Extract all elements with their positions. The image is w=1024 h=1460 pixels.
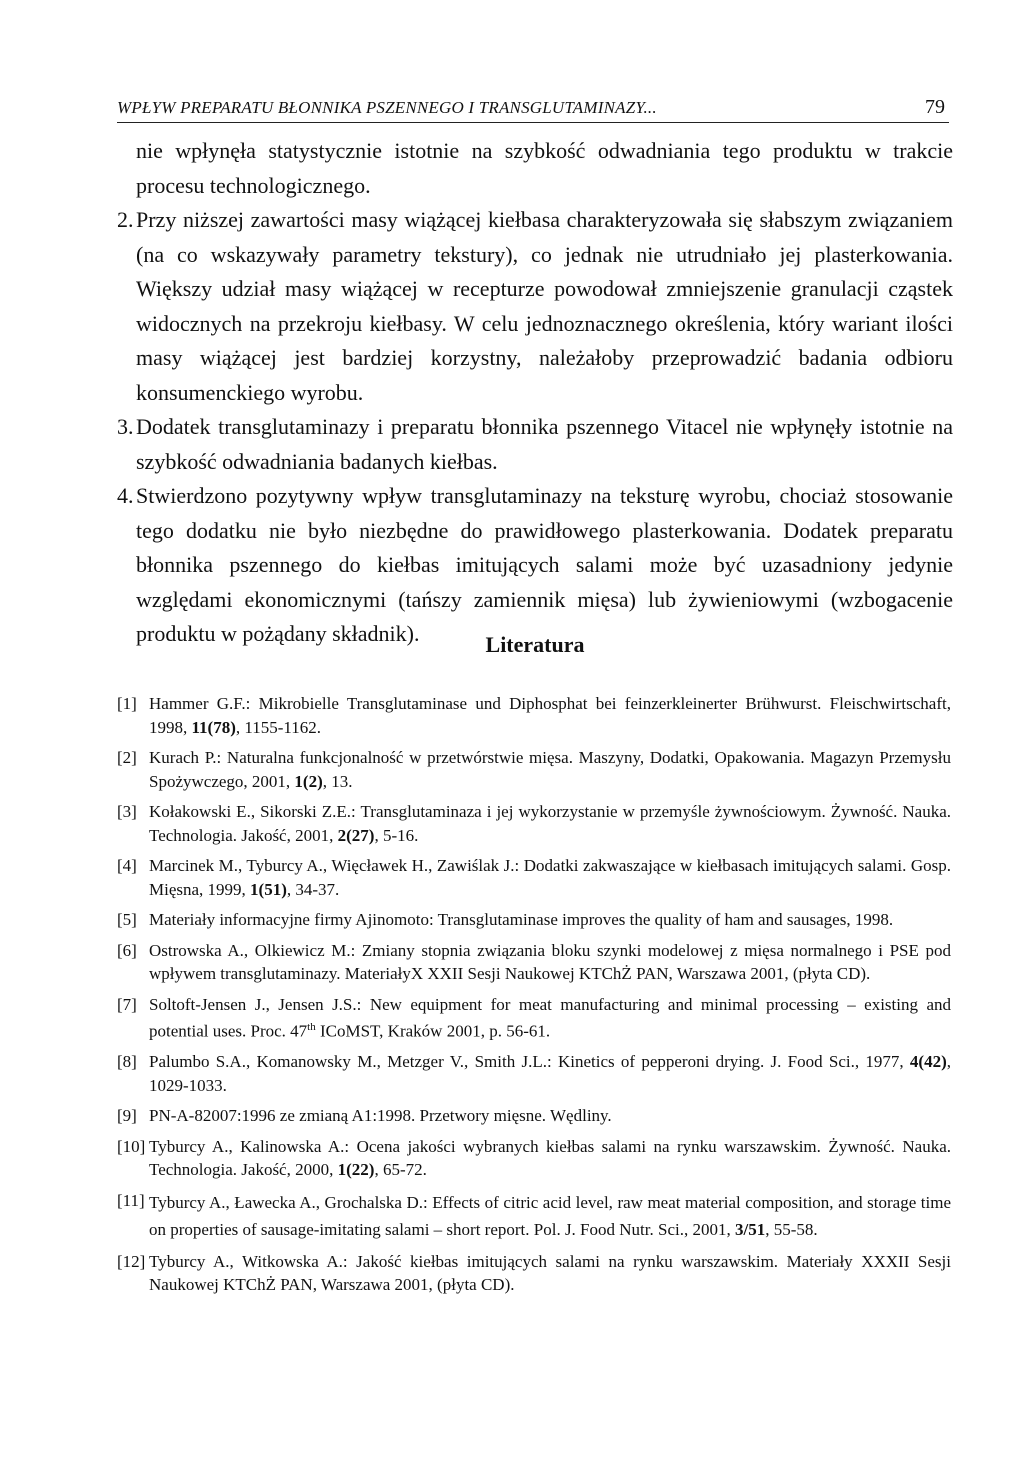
reference-item xyxy=(117,1104,951,1128)
reference-item xyxy=(117,746,951,793)
reference-text-main: Materiały informacyjne firmy Ajinomoto: Transglutaminase improves the quality of ham and sausages, 1998. xyxy=(149,910,894,929)
reference-number: [9] xyxy=(117,1106,137,1126)
reference-text xyxy=(138,1104,951,1128)
reference-volume: 2(27) xyxy=(337,825,375,845)
conclusion-text: Przy niższej zawartości masy wiążącej kiełbasa charakteryzowała się słabszym związaniem (na co wskazywały parametry tekstury), co jednak nie utrudniało jej plasterkowania. Większy udział masy wiążącej w recepturze powodował zmniejszenie granulacji cząstek widocznych na przekroju kiełbasy. W celu jednoznacznego określenia, który wariant ilości masy wiążącej jest bardziej korzystny, należałoby przeprowadzić badania odbioru konsumenckiego wyrobu. xyxy=(136,207,953,405)
reference-text-tail: , 13. xyxy=(322,771,353,791)
reference-text-tail: , 5-16. xyxy=(374,825,419,845)
reference-text xyxy=(138,746,951,793)
reference-superscript: th xyxy=(307,1021,316,1033)
reference-text xyxy=(138,1189,951,1243)
reference-text xyxy=(138,854,951,901)
reference-text-main: Tyburcy A., Kalinowska A.: Ocena jakości wybranych kiełbas salami na rynku warszawskim. Żywność. Nauka. Technologia. Jakość, 2000, xyxy=(149,1136,951,1180)
reference-number: [8] xyxy=(117,1052,137,1072)
reference-text-main: Kołakowski E., Sikorski Z.E.: Transglutaminaza i jej wykorzystanie w przemyśle żywnościowym. Żywność. Nauka. Technologia. Jakość, 2001, xyxy=(149,802,951,845)
page-number: 79 xyxy=(925,96,945,118)
literature-heading: Literatura xyxy=(485,632,585,657)
reference-volume: 1(2) xyxy=(294,771,323,791)
reference-text-main: Soltoft-Jensen J., Jensen J.S.: New equipment for meat manufacturing and minimal processing – existing and potential uses. Proc. 47 xyxy=(149,994,951,1041)
reference-text xyxy=(138,692,951,739)
reference-number: [11] xyxy=(117,1190,145,1210)
reference-volume: 1(51) xyxy=(250,879,287,899)
reference-number: [12] xyxy=(117,1251,146,1271)
reference-text-main: Tyburcy A., Witkowska A.: Jakość kiełbas imitujących salami na rynku warszawskim. Materiały XXXII Sesji Naukowej KTChŻ PAN, Warszawa 2001, (płyta CD). xyxy=(149,1251,951,1295)
reference-number: [3] xyxy=(117,802,137,821)
reference-number: [1] xyxy=(117,694,137,713)
reference-number: [2] xyxy=(117,748,137,767)
reference-item xyxy=(117,939,951,986)
conclusion-item-4 xyxy=(117,479,953,652)
conclusion-number: 2. xyxy=(117,207,134,232)
reference-text xyxy=(138,1250,951,1297)
reference-number: [7] xyxy=(117,994,137,1014)
references-list xyxy=(117,692,951,1304)
reference-text xyxy=(138,1050,951,1097)
reference-volume: 11(78) xyxy=(191,717,236,737)
reference-item xyxy=(117,908,951,932)
reference-text-main: Hammer G.F.: Mikrobielle Transglutaminase und Diphosphat bei feinzerkleinerter Brühwurst. Fleischwirtschaft, 1998, xyxy=(149,694,951,737)
running-title: WPŁYW PREPARATU BŁONNIKA PSZENNEGO I TRANSGLUTAMINAZY... xyxy=(117,98,657,117)
reference-text xyxy=(138,939,951,986)
reference-text-main: Tyburcy A., Ławecka A., Grochalska D.: Effects of citric acid level, raw meat material composition, and storage time on properties of sausage-imitating salami – short report. Pol. J. Food Nutr. Sci., 2001, xyxy=(149,1192,951,1239)
conclusion-number: 3. xyxy=(117,414,134,439)
reference-text-tail: , 65-72. xyxy=(374,1160,427,1180)
reference-text-main: PN-A-82007:1996 ze zmianą A1:1998. Przetwory mięsne. Wędliny. xyxy=(149,1106,612,1126)
conclusion-item-3 xyxy=(117,410,953,479)
reference-text-tail: ICoMST, Kraków 2001, p. 56-61. xyxy=(315,1021,551,1041)
reference-item xyxy=(117,1189,951,1243)
reference-volume: 1(22) xyxy=(337,1160,375,1180)
reference-number: [6] xyxy=(117,940,137,960)
conclusion-item-2 xyxy=(117,203,953,410)
conclusion-number: 4. xyxy=(117,483,134,508)
reference-text xyxy=(138,800,951,847)
reference-item xyxy=(117,1135,951,1182)
reference-number: [10] xyxy=(117,1136,146,1156)
reference-text-main: Palumbo S.A., Komanowsky M., Metzger V., Smith J.L.: Kinetics of pepperoni drying. J. Food Sci., 1977, xyxy=(149,1052,910,1072)
reference-text-main: Kurach P.: Naturalna funkcjonalność w przetwórstwie mięsa. Maszyny, Dodatki, Opakowania. Magazyn Przemysłu Spożywczego, 2001, xyxy=(149,748,951,791)
conclusions-list xyxy=(117,134,953,652)
reference-number: [4] xyxy=(117,856,137,875)
conclusion-text: nie wpłynęła statystycznie istotnie na szybkość odwadniania tego produktu w trakcie procesu technologicznego. xyxy=(136,138,953,198)
reference-text-tail: , 1155-1162. xyxy=(235,717,322,737)
reference-item xyxy=(117,800,951,847)
reference-number: [5] xyxy=(117,910,137,929)
conclusion-text: Stwierdzono pozytywny wpływ transglutaminazy na teksturę wyrobu, chociaż stosowanie tego dodatku nie było niezbędne do prawidłowego plasterkowania. Dodatek preparatu błonnika pszennego do kiełbas imitujących salami może być uzasadniony jedynie względami ekonomicznymi (tańszy zamiennik mięsa) lub żywieniowymi (wzbogacenie produktu w pożądany składnik). xyxy=(136,483,953,646)
reference-text xyxy=(138,993,951,1044)
reference-volume: 4(42) xyxy=(909,1052,947,1072)
reference-volume: 3/51 xyxy=(734,1219,766,1239)
reference-text-tail: , 34-37. xyxy=(286,879,340,899)
reference-text-tail: , 1029-1033. xyxy=(149,1052,951,1095)
reference-text-main: Marcinek M., Tyburcy A., Więcławek H., Zawiślak J.: Dodatki zakwaszające w kiełbasach imitujących salami. Gosp. Mięsna, 1999, xyxy=(149,856,951,899)
reference-item xyxy=(117,1250,951,1297)
reference-text-tail: , 55-58. xyxy=(765,1219,818,1239)
reference-item xyxy=(117,854,951,901)
conclusion-text: Dodatek transglutaminazy i preparatu błonnika pszennego Vitacel nie wpłynęły istotnie na szybkość odwadniania badanych kiełbas. xyxy=(136,414,953,474)
running-header xyxy=(117,94,949,123)
reference-text-main: Ostrowska A., Olkiewicz M.: Zmiany stopnia związania bloku szynki modelowej z mięsa normalnego i PSE pod wpływem transglutaminazy. MateriałyX XXII Sesji Naukowej KTChŻ PAN, Warszawa 2001, (płyta CD). xyxy=(149,940,951,983)
conclusion-continuation xyxy=(117,134,953,203)
reference-item xyxy=(117,993,951,1044)
reference-text xyxy=(138,908,951,932)
reference-text xyxy=(138,1135,951,1182)
reference-item xyxy=(117,692,951,739)
reference-item xyxy=(117,1050,951,1097)
